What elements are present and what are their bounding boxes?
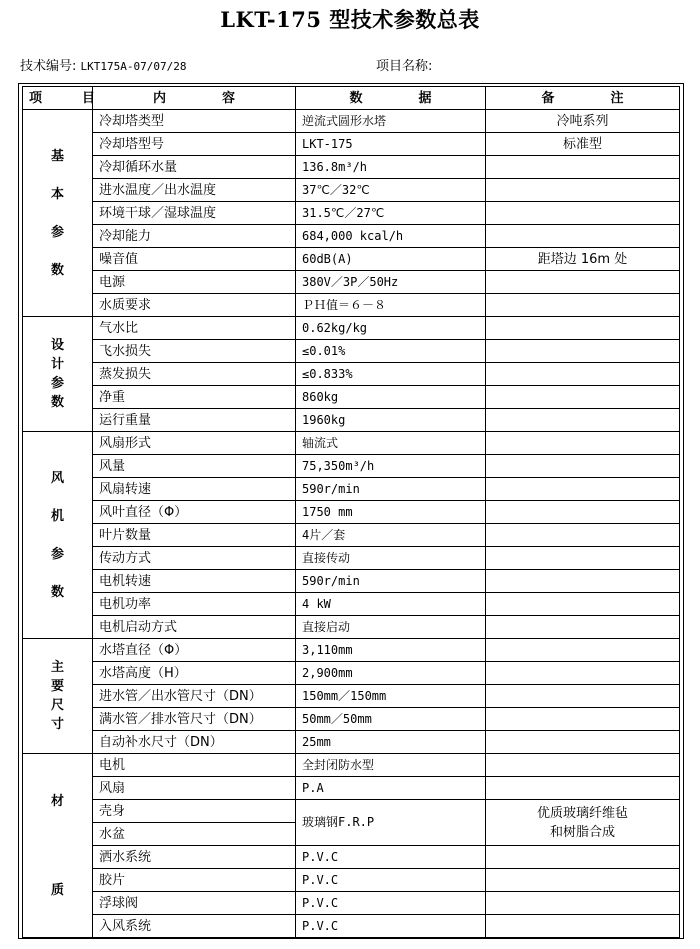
row-label: 叶片数量	[93, 524, 296, 547]
project-name-label: 项目名称:	[376, 59, 433, 74]
group-char: 材	[50, 793, 64, 809]
table-row	[23, 156, 680, 179]
table-row	[23, 110, 680, 133]
row-value: ≤0.833%	[296, 363, 486, 386]
header-remark: 备 注	[486, 87, 680, 110]
table-row	[23, 386, 680, 409]
row-label: 风量	[93, 455, 296, 478]
table-row	[23, 547, 680, 570]
row-note	[486, 478, 680, 501]
row-note	[486, 317, 680, 340]
row-value: P.V.C	[296, 846, 486, 869]
group-char: 尺	[50, 698, 64, 713]
tech-number-value: LKT175A-07/07/28	[80, 60, 187, 73]
group-char: 数	[50, 584, 64, 600]
row-value: 2,900mm	[296, 662, 486, 685]
row-label: 满水管／排水管尺寸（DN）	[93, 708, 296, 731]
row-label: 冷却能力	[93, 225, 296, 248]
row-note	[486, 915, 680, 938]
row-label: 冷却塔类型	[93, 110, 296, 133]
group-char: 参	[50, 546, 64, 562]
header-item: 项 目	[23, 87, 93, 110]
table-row	[23, 800, 680, 823]
table-row	[23, 179, 680, 202]
row-note	[486, 892, 680, 915]
row-label: 浮球阀	[93, 892, 296, 915]
project-name	[376, 59, 432, 75]
table-row	[23, 432, 680, 455]
row-label: 水塔直径（Φ）	[93, 639, 296, 662]
row-value: ＰＨ值＝６－８	[296, 294, 486, 317]
row-value: 60dB(A)	[296, 248, 486, 271]
row-note	[486, 202, 680, 225]
note-line: 和树脂合成	[549, 824, 615, 840]
row-label: 入风系统	[93, 915, 296, 938]
group-char: 机	[50, 508, 64, 524]
table-row	[23, 455, 680, 478]
row-value: 25mm	[296, 731, 486, 754]
row-note	[486, 271, 680, 294]
row-note	[486, 179, 680, 202]
table-row	[23, 363, 680, 386]
row-label: 运行重量	[93, 409, 296, 432]
table-row	[23, 616, 680, 639]
table-row	[23, 317, 680, 340]
table-row	[23, 662, 680, 685]
group-label-design	[23, 317, 93, 432]
table-row	[23, 593, 680, 616]
row-value: 玻璃钢F.R.P	[296, 800, 486, 846]
row-label: 水质要求	[93, 294, 296, 317]
table-row	[23, 639, 680, 662]
row-value: ≤0.01%	[296, 340, 486, 363]
table-row	[23, 202, 680, 225]
table-row	[23, 294, 680, 317]
table-row	[23, 777, 680, 800]
row-value: 50mm／50mm	[296, 708, 486, 731]
group-label-material	[23, 754, 93, 938]
row-note	[486, 409, 680, 432]
row-label: 水盆	[93, 823, 296, 846]
row-note	[486, 869, 680, 892]
table-row	[23, 225, 680, 248]
row-label: 风扇形式	[93, 432, 296, 455]
row-value: 4 kW	[296, 593, 486, 616]
group-char: 本	[50, 186, 64, 202]
group-char: 计	[50, 357, 64, 372]
row-value: 直接启动	[296, 616, 486, 639]
row-label: 电机	[93, 754, 296, 777]
table-row	[23, 869, 680, 892]
group-char: 参	[50, 224, 64, 240]
row-value: 75,350m³/h	[296, 455, 486, 478]
row-label: 电源	[93, 271, 296, 294]
row-note: 标准型	[486, 133, 680, 156]
table-row	[23, 133, 680, 156]
group-label-dims	[23, 639, 93, 754]
tech-number	[20, 59, 187, 75]
group-char: 寸	[50, 717, 64, 732]
row-label: 壳身	[93, 800, 296, 823]
row-value: 逆流式圆形水塔	[296, 110, 486, 133]
row-note	[486, 524, 680, 547]
row-value: 380V／3P／50Hz	[296, 271, 486, 294]
row-label: 冷却循环水量	[93, 156, 296, 179]
table-row	[23, 915, 680, 938]
group-char: 设	[50, 338, 64, 353]
table-row	[23, 478, 680, 501]
group-char: 要	[50, 679, 64, 694]
row-note	[486, 777, 680, 800]
row-note	[486, 225, 680, 248]
row-note: 冷吨系列	[486, 110, 680, 133]
row-note	[486, 432, 680, 455]
row-note	[486, 639, 680, 662]
row-note	[486, 616, 680, 639]
row-value: P.V.C	[296, 869, 486, 892]
table-row	[23, 846, 680, 869]
row-label: 电机转速	[93, 570, 296, 593]
row-label: 噪音值	[93, 248, 296, 271]
row-label: 进水温度／出水温度	[93, 179, 296, 202]
header-row	[23, 87, 680, 110]
table-row	[23, 248, 680, 271]
row-note	[486, 708, 680, 731]
group-char: 主	[50, 660, 64, 675]
row-note	[486, 340, 680, 363]
row-note	[486, 455, 680, 478]
group-char: 数	[50, 395, 64, 410]
row-label: 电机功率	[93, 593, 296, 616]
header-content: 内 容	[93, 87, 296, 110]
row-note	[486, 501, 680, 524]
group-char: 数	[50, 262, 64, 278]
row-label: 胶片	[93, 869, 296, 892]
row-value: 4片／套	[296, 524, 486, 547]
tech-number-label: 技术编号:	[20, 59, 77, 74]
row-note	[486, 363, 680, 386]
row-note	[486, 685, 680, 708]
row-value: 全封闭防水型	[296, 754, 486, 777]
row-value: 1750 mm	[296, 501, 486, 524]
row-value: P.V.C	[296, 892, 486, 915]
row-label: 净重	[93, 386, 296, 409]
row-value: 37℃／32℃	[296, 179, 486, 202]
row-label: 风扇	[93, 777, 296, 800]
row-value: P.A	[296, 777, 486, 800]
row-value: 0.62kg/kg	[296, 317, 486, 340]
row-label: 自动补水尺寸（DN）	[93, 731, 296, 754]
row-label: 蒸发损失	[93, 363, 296, 386]
table-row	[23, 501, 680, 524]
row-note	[486, 754, 680, 777]
row-label: 洒水系统	[93, 846, 296, 869]
row-value: 136.8m³/h	[296, 156, 486, 179]
table-row	[23, 685, 680, 708]
row-value: 860kg	[296, 386, 486, 409]
table-row	[23, 731, 680, 754]
row-note: 距塔边 16m 处	[486, 248, 680, 271]
row-value: 684,000 kcal/h	[296, 225, 486, 248]
row-value: 3,110mm	[296, 639, 486, 662]
row-note	[486, 156, 680, 179]
row-value: 590r/min	[296, 478, 486, 501]
group-char: 基	[50, 148, 64, 164]
row-label: 环境干球／湿球温度	[93, 202, 296, 225]
group-char: 质	[50, 882, 64, 898]
row-value: P.V.C	[296, 915, 486, 938]
page-title: LKT-175 型技术参数总表	[220, 7, 480, 32]
row-note	[486, 386, 680, 409]
row-label: 风扇转速	[93, 478, 296, 501]
row-note	[486, 570, 680, 593]
table-row	[23, 271, 680, 294]
row-value: 150mm／150mm	[296, 685, 486, 708]
group-char: 参	[50, 376, 64, 391]
table-row	[23, 708, 680, 731]
row-label: 传动方式	[93, 547, 296, 570]
row-label: 飞水损失	[93, 340, 296, 363]
row-note	[486, 800, 680, 846]
row-value: 直接传动	[296, 547, 486, 570]
table-row	[23, 409, 680, 432]
row-label: 气水比	[93, 317, 296, 340]
group-char: 风	[50, 470, 64, 486]
row-value: 轴流式	[296, 432, 486, 455]
row-note	[486, 662, 680, 685]
row-label: 冷却塔型号	[93, 133, 296, 156]
spec-table	[22, 86, 680, 938]
table-row	[23, 570, 680, 593]
group-label-fan	[23, 432, 93, 639]
table-row	[23, 340, 680, 363]
table-row	[23, 892, 680, 915]
row-value: 31.5℃／27℃	[296, 202, 486, 225]
row-note	[486, 846, 680, 869]
row-label: 风叶直径（Φ）	[93, 501, 296, 524]
table-row	[23, 524, 680, 547]
note-line: 优质玻璃纤维毡	[536, 805, 628, 821]
row-value: 1960kg	[296, 409, 486, 432]
row-note	[486, 294, 680, 317]
row-note	[486, 593, 680, 616]
row-label: 水塔高度（H）	[93, 662, 296, 685]
row-label: 进水管／出水管尺寸（DN）	[93, 685, 296, 708]
row-note	[486, 731, 680, 754]
table-row	[23, 754, 680, 777]
row-label: 电机启动方式	[93, 616, 296, 639]
row-value: 590r/min	[296, 570, 486, 593]
row-note	[486, 547, 680, 570]
header-data: 数 据	[296, 87, 486, 110]
group-label-basic	[23, 110, 93, 317]
row-value: LKT-175	[296, 133, 486, 156]
